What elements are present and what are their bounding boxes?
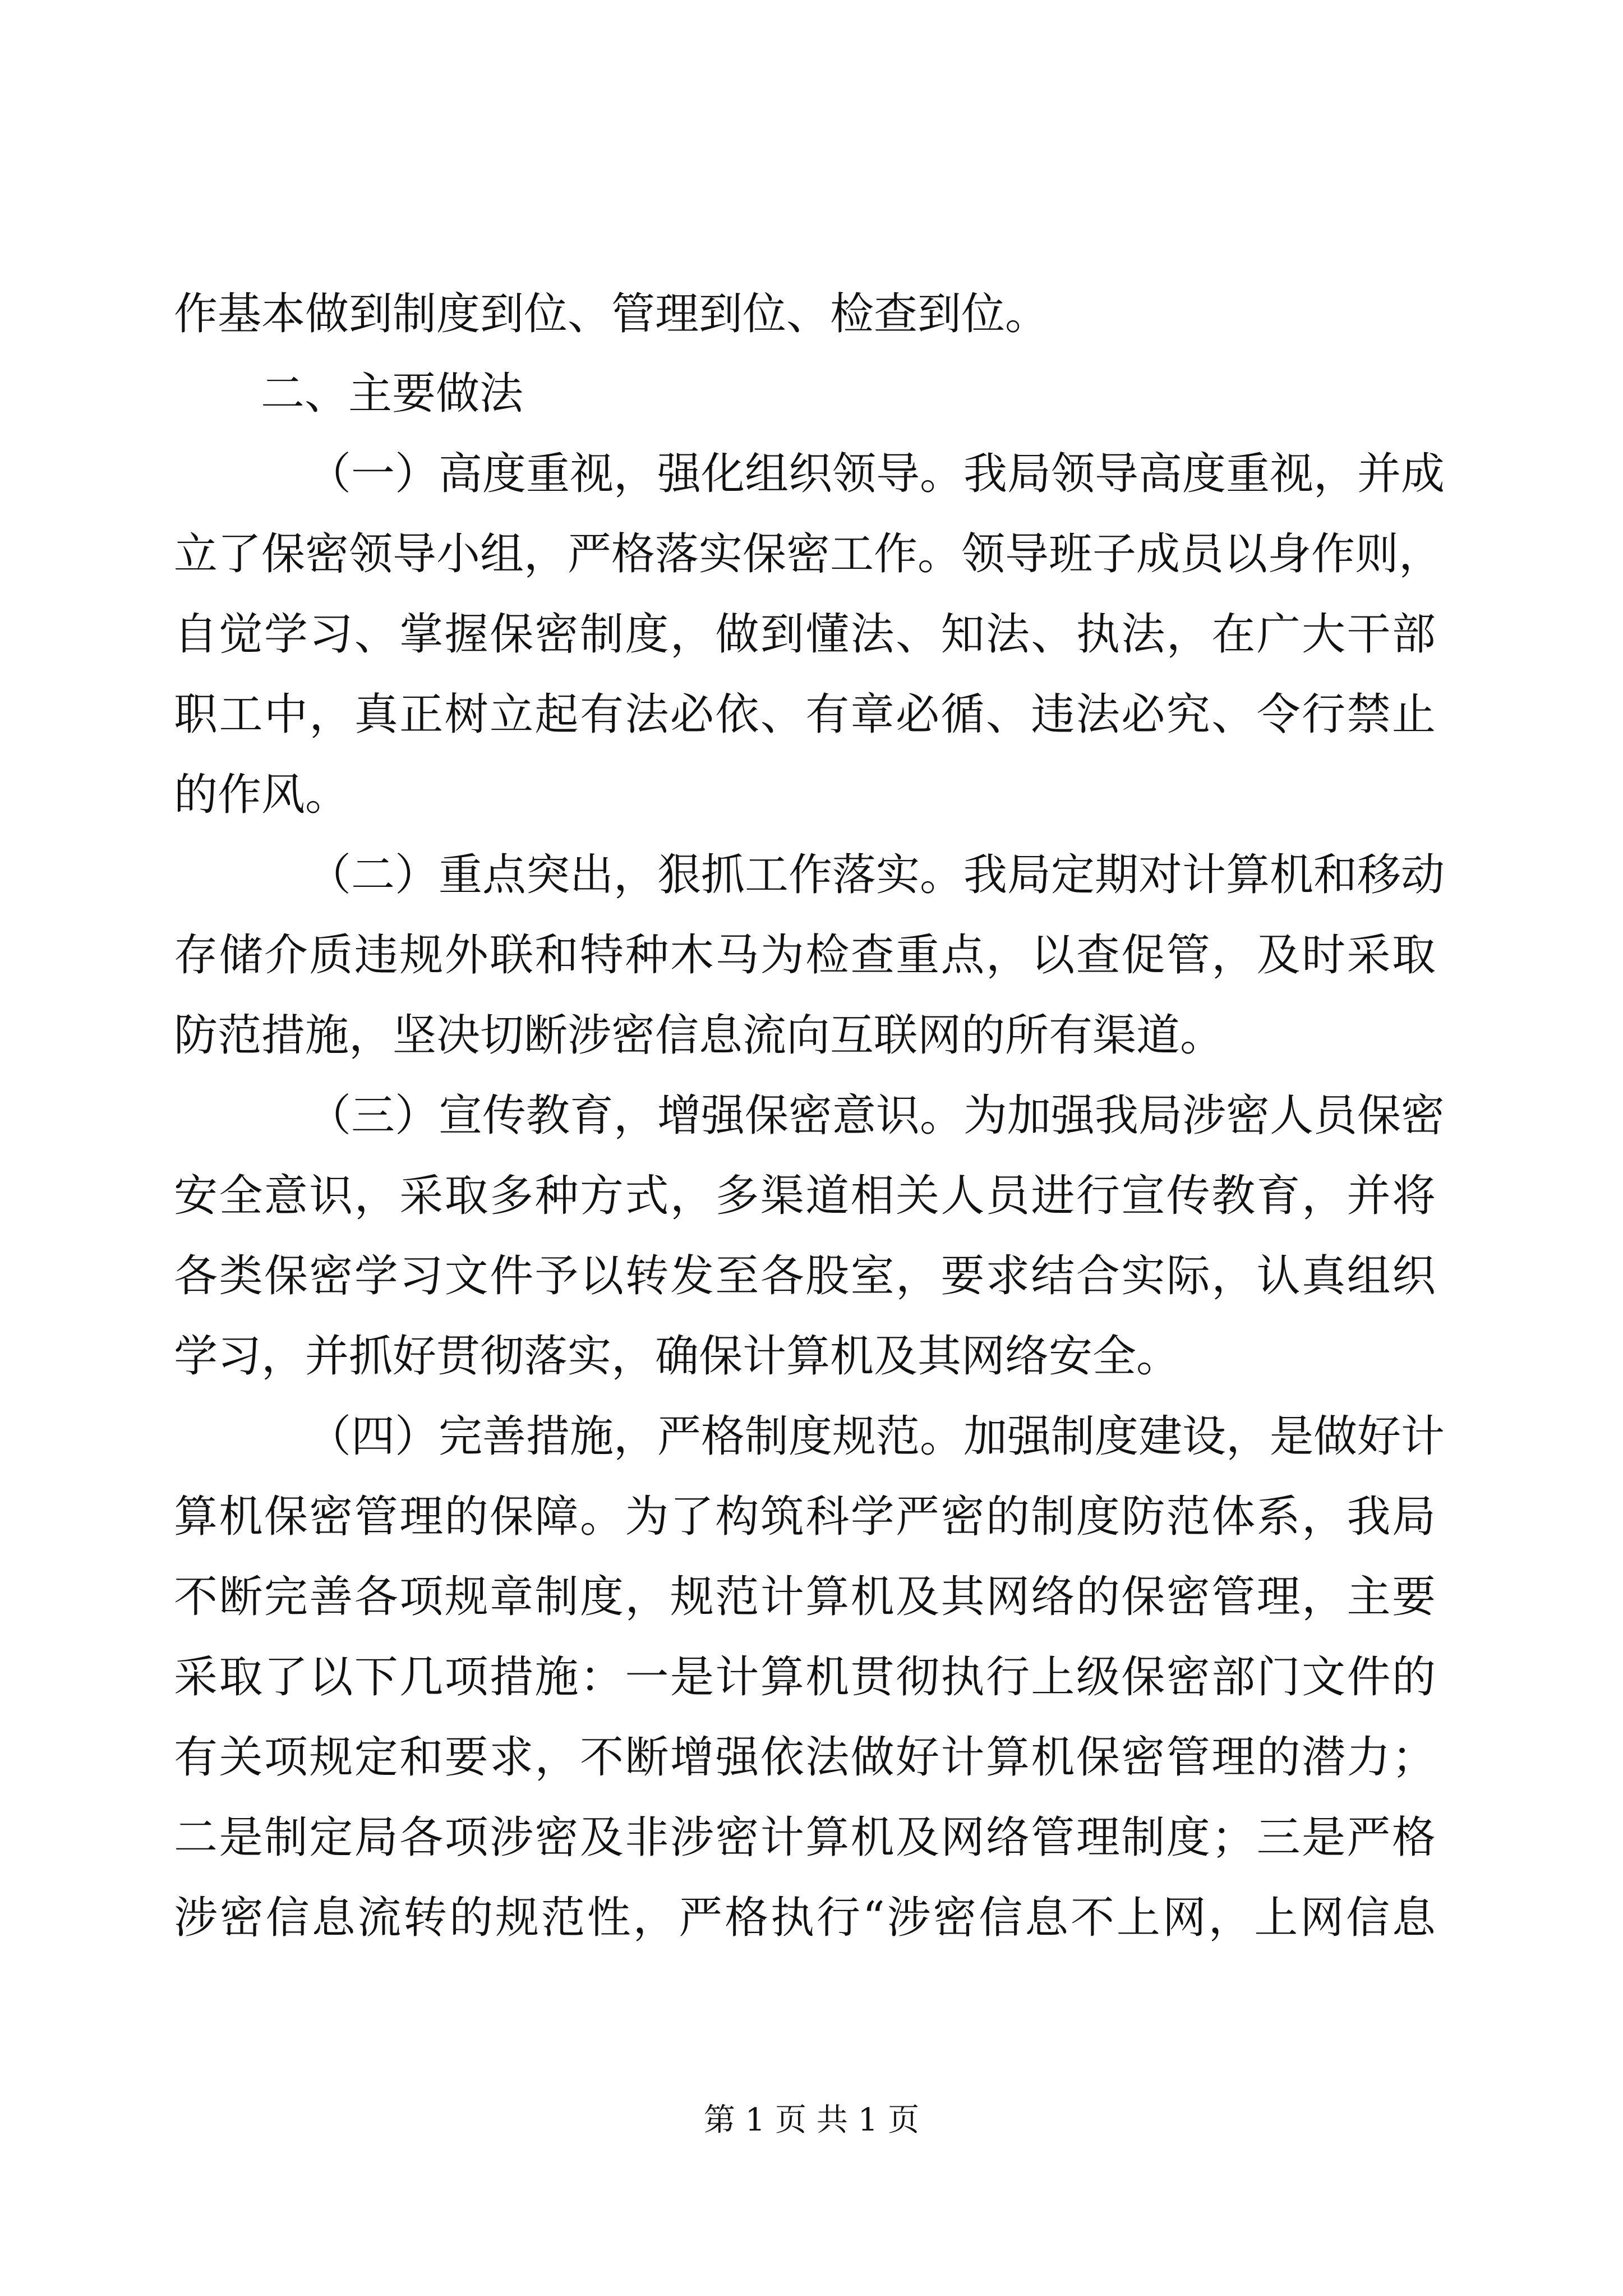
text-line: 有关项规定和要求，不断增强依法做好计算机保密管理的潜力；: [174, 1732, 1436, 1783]
text-line: 职工中，真正树立起有法必依、有章必循、违法必究、令行禁止: [174, 689, 1436, 740]
text-line: 安全意识，采取多种方式，多渠道相关人员进行宣传教育，并将: [174, 1171, 1436, 1221]
text-line: 存储介质违规外联和特种木马为检查重点，以查促管，及时采取: [174, 930, 1436, 981]
text-line: （三）宣传教育，增强保密意识。为加强我局涉密人员保密: [307, 1091, 1445, 1141]
text-line: 涉密信息流转的规范性，严格执行“涉密信息不上网，上网信息: [174, 1893, 1436, 1943]
text-line: （二）重点突出，狠抓工作落实。我局定期对计算机和移动: [307, 850, 1445, 900]
section-heading: 二、主要做法: [261, 369, 524, 419]
text-line: 自觉学习、掌握保密制度，做到懂法、知法、执法，在广大干部: [174, 609, 1436, 660]
text-line: （四）完善措施，严格制度规范。加强制度建设，是做好计: [307, 1411, 1445, 1462]
text-line: 学习，并抓好贯彻落实，确保计算机及其网络安全。: [174, 1331, 1181, 1382]
text-line: 二是制定局各项涉密及非涉密计算机及网络管理制度；三是严格: [174, 1812, 1436, 1863]
text-line: 的作风。: [174, 770, 349, 820]
text-line: （一）高度重视，强化组织领导。我局领导高度重视，并成: [307, 449, 1445, 499]
text-line: 立了保密领导小组，严格落实保密工作。领导班子成员以身作则，: [174, 529, 1443, 579]
text-line: 防范措施，坚决切断涉密信息流向互联网的所有渠道。: [174, 1010, 1224, 1061]
page-number-footer: 第 1 页 共 1 页: [703, 2102, 920, 2138]
text-line: 算机保密管理的保障。为了构筑科学严密的制度防范体系，我局: [174, 1492, 1436, 1542]
text-line: 不断完善各项规章制度，规范计算机及其网络的保密管理，主要: [174, 1572, 1436, 1622]
text-line: 各类保密学习文件予以转发至各股室，要求结合实际，认真组织: [174, 1251, 1436, 1301]
text-line: 作基本做到制度到位、管理到位、检查到位。: [174, 289, 1049, 339]
text-line: 采取了以下几项措施：一是计算机贯彻执行上级保密部门文件的: [174, 1652, 1436, 1703]
